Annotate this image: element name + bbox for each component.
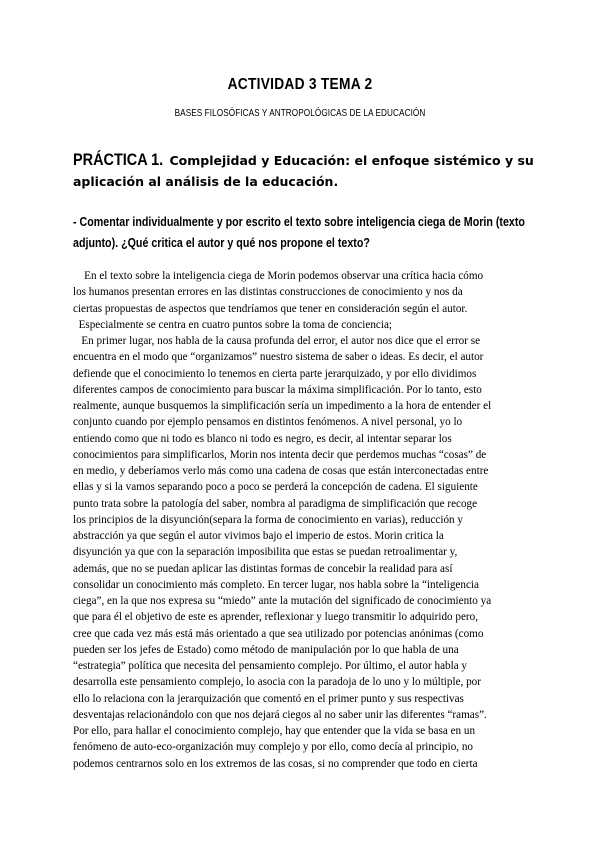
body-line: Por ello, para hallar el conocimiento complejo, hay que entender que la vida se basa en un [73, 725, 476, 737]
body-line: ello lo relaciona con la jerarquización que comentó en el primer punto y sus respectivas [73, 692, 464, 705]
question-line2: adjunto). ¿Qué critica el autor y qué nos propone el texto? [73, 236, 370, 250]
body-line: que para él el objetivo de este es aprender, reflexionar y luego transmitir lo adquirido pero, [73, 611, 479, 624]
body-line: conocimientos para simplificarlos, Morin nos intenta decir que perdemos muchas “cosas” de [73, 448, 487, 461]
body-line: podemos centrarnos solo en los extremos de las cosas, si no comprender que todo en cierta [73, 757, 478, 770]
body-line: los principios de la disyunción(separa la forma de conocimiento en varias), reducción y [73, 513, 463, 526]
body-line: fenómeno de auto-eco-organización muy complejo y por ello, como decía al principio, no [73, 741, 474, 754]
body-line: punto trata sobre la patología del saber, nombra al paradigma de simplificación que recoge [73, 497, 478, 510]
body-line: realmente, aunque busquemos la simplificación sería un impedimento a la hora de entender el [73, 400, 492, 412]
body-line: pueden ser los jefes de Estado) como método de manipulación por lo que habla de una [73, 643, 459, 656]
body-line: entiendo como que ni todo es blanco ni todo es negro, es decir, al intentar separar los [73, 432, 452, 445]
body-line: encuentra en el modo que “organizamos” nuestro sistema de saber o ideas. Es decir, el autor [73, 351, 484, 364]
body-line: En primer lugar, nos habla de la causa profunda del error, el autor nos dice que el error se [73, 335, 481, 347]
question-line1: - Comentar individualmente y por escrito el texto sobre inteligencia ciega de Morin (texto [73, 215, 525, 229]
body-line: ciertas propuestas de aspectos que tendríamos que tener en consideración según el autor. [73, 302, 468, 315]
body-line: desventajas relacionándolo con que nos dejará ciegos al no saber unir las diferentes “ramas”. [73, 708, 487, 721]
body-line: consolidar un conocimiento más completo. En tercer lugar, nos habla sobre la “inteligencia [73, 578, 479, 591]
body-line: “estrategia” política que necesita del pensamiento complejo. Por último, el autor habla y [73, 660, 468, 672]
body-line: defiende que el conocimiento lo tenemos en cierta parte jerarquizado, y por ello dividimos [73, 367, 477, 380]
body-line: ellas y si la vamos separando poco a poco se perderá la concepción de cadena. El siguiente [73, 481, 478, 494]
body-line: cree que cada vez más está más orientado a que sea utilizado por potencias anónimas (como [73, 627, 484, 640]
body-line: abstracción ya que según el autor vivimos bajo el imperio de estos. Morin critica la [73, 530, 444, 542]
body-line: desarrolla este pensamiento complejo, lo asocia con la paradoja de lo uno y lo múltiple, por [73, 676, 481, 689]
practica-number: PRÁCTICA 1. [73, 150, 164, 169]
practica-heading [73, 149, 543, 192]
body-line: conjunto cuando por ejemplo pensamos en distintos fenómenos. A nivel personal, yo lo [73, 416, 463, 429]
body-line: En el texto sobre la inteligencia ciega de Morin podemos observar una crítica hacia cómo [73, 270, 484, 282]
practica-title-line1: Complejidad y Educación: el enfoque sistémico y su [169, 153, 534, 168]
document-title: ACTIVIDAD 3 TEMA 2 [227, 76, 373, 93]
assignment-question [73, 212, 543, 254]
body-line: diferentes campos de conocimiento para buscar la máxima simplificación. Por lo tanto, esto [73, 383, 482, 396]
essay-body [73, 268, 533, 772]
body-line: en medio, y deberíamos verlo más como una cadena de cosas que están interconectadas entre [73, 465, 489, 477]
body-line: además, que no se puedan aplicar las distintas formas de concebir la realidad para así [73, 562, 453, 575]
body-line: ciega”, en la que nos expresa su “miedo” ante la mutación del significado de conocimiento ya [73, 595, 492, 607]
body-line: Especialmente se centra en cuatro puntos sobre la toma de conciencia; [73, 318, 393, 331]
document-subtitle: BASES FILOSÓFICAS Y ANTROPOLÓGICAS DE LA EDUCACIÓN [174, 107, 426, 119]
practica-title-line2: aplicación al análisis de la educación. [73, 174, 339, 189]
body-line: disyunción ya que con la separación imposibilita que estas se puedan retroalimentar y, [73, 546, 458, 559]
body-line: los humanos presentan errores en las distintas construcciones de conocimiento y nos da [73, 286, 463, 299]
